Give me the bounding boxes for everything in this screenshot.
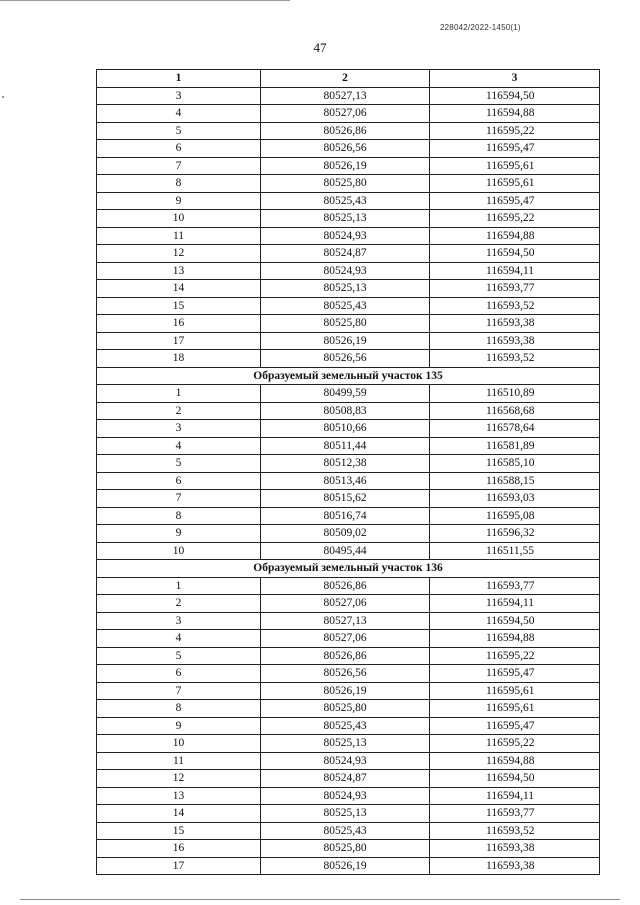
x-coordinate: 80524,87 xyxy=(261,245,430,263)
point-number: 6 xyxy=(97,665,261,683)
point-number: 10 xyxy=(97,210,261,228)
table-row xyxy=(97,857,600,875)
y-coordinate: 116594,88 xyxy=(430,227,600,245)
y-coordinate: 116593,77 xyxy=(430,280,600,298)
y-coordinate: 116593,52 xyxy=(430,822,600,840)
table-row xyxy=(97,420,600,438)
y-coordinate: 116594,11 xyxy=(430,262,600,280)
column-header-1: 1 xyxy=(97,70,261,88)
page-number: 47 xyxy=(313,40,327,55)
x-coordinate: 80526,19 xyxy=(261,332,430,350)
x-coordinate: 80524,87 xyxy=(261,770,430,788)
point-number: 4 xyxy=(97,437,261,455)
y-coordinate: 116593,03 xyxy=(430,490,600,508)
x-coordinate: 80524,93 xyxy=(261,752,430,770)
table-row xyxy=(97,297,600,315)
x-coordinate: 80516,74 xyxy=(261,507,430,525)
table-row xyxy=(97,122,600,140)
table-row xyxy=(97,787,600,805)
y-coordinate: 116595,61 xyxy=(430,157,600,175)
y-coordinate: 116595,22 xyxy=(430,647,600,665)
table-row xyxy=(97,192,600,210)
point-number: 3 xyxy=(97,87,261,105)
table-row xyxy=(97,717,600,735)
point-number: 8 xyxy=(97,507,261,525)
y-coordinate: 116593,38 xyxy=(430,332,600,350)
x-coordinate: 80526,19 xyxy=(261,857,430,875)
point-number: 1 xyxy=(97,577,261,595)
table-row xyxy=(97,350,600,368)
y-coordinate: 116568,68 xyxy=(430,402,600,420)
x-coordinate: 80511,44 xyxy=(261,437,430,455)
x-coordinate: 80526,86 xyxy=(261,577,430,595)
continued-rows xyxy=(97,87,600,367)
x-coordinate: 80526,86 xyxy=(261,122,430,140)
point-number: 8 xyxy=(97,700,261,718)
point-number: 14 xyxy=(97,805,261,823)
x-coordinate: 80525,13 xyxy=(261,210,430,228)
y-coordinate: 116593,38 xyxy=(430,857,600,875)
table-row xyxy=(97,105,600,123)
point-number: 12 xyxy=(97,770,261,788)
table-row xyxy=(97,577,600,595)
x-coordinate: 80525,43 xyxy=(261,717,430,735)
point-number: 17 xyxy=(97,857,261,875)
y-coordinate: 116595,61 xyxy=(430,682,600,700)
point-number: 4 xyxy=(97,105,261,123)
x-coordinate: 80525,13 xyxy=(261,280,430,298)
point-number: 12 xyxy=(97,245,261,263)
y-coordinate: 116593,77 xyxy=(430,805,600,823)
x-coordinate: 80525,80 xyxy=(261,315,430,333)
y-coordinate: 116585,10 xyxy=(430,455,600,473)
table-row xyxy=(97,472,600,490)
point-number: 2 xyxy=(97,595,261,613)
y-coordinate: 116578,64 xyxy=(430,420,600,438)
table-row xyxy=(97,665,600,683)
table-row xyxy=(97,280,600,298)
y-coordinate: 116594,50 xyxy=(430,245,600,263)
x-coordinate: 80512,38 xyxy=(261,455,430,473)
y-coordinate: 116595,22 xyxy=(430,735,600,753)
x-coordinate: 80526,56 xyxy=(261,665,430,683)
y-coordinate: 116511,55 xyxy=(430,542,600,560)
table-row xyxy=(97,542,600,560)
column-header-2: 2 xyxy=(261,70,430,88)
y-coordinate: 116594,50 xyxy=(430,87,600,105)
y-coordinate: 116595,61 xyxy=(430,175,600,193)
x-coordinate: 80527,06 xyxy=(261,630,430,648)
section-title-row xyxy=(97,560,600,578)
y-coordinate: 116595,47 xyxy=(430,192,600,210)
document-reference: 228042/2022-1450(1) xyxy=(440,23,521,32)
y-coordinate: 116588,15 xyxy=(430,472,600,490)
table-row xyxy=(97,752,600,770)
y-coordinate: 116594,88 xyxy=(430,105,600,123)
y-coordinate: 116594,50 xyxy=(430,770,600,788)
point-number: 7 xyxy=(97,490,261,508)
table-row xyxy=(97,227,600,245)
x-coordinate: 80527,13 xyxy=(261,87,430,105)
x-coordinate: 80510,66 xyxy=(261,420,430,438)
table-row xyxy=(97,315,600,333)
x-coordinate: 80525,43 xyxy=(261,192,430,210)
x-coordinate: 80527,06 xyxy=(261,105,430,123)
x-coordinate: 80524,93 xyxy=(261,787,430,805)
x-coordinate: 80509,02 xyxy=(261,525,430,543)
table-row xyxy=(97,525,600,543)
table-row xyxy=(97,87,600,105)
x-coordinate: 80527,13 xyxy=(261,612,430,630)
table-row xyxy=(97,805,600,823)
point-number: 9 xyxy=(97,525,261,543)
table-row xyxy=(97,735,600,753)
point-number: 13 xyxy=(97,787,261,805)
table-row xyxy=(97,770,600,788)
table-row xyxy=(97,385,600,403)
x-coordinate: 80513,46 xyxy=(261,472,430,490)
x-coordinate: 80525,13 xyxy=(261,735,430,753)
point-number: 9 xyxy=(97,717,261,735)
y-coordinate: 116594,11 xyxy=(430,787,600,805)
table-row xyxy=(97,157,600,175)
y-coordinate: 116594,11 xyxy=(430,595,600,613)
point-number: 11 xyxy=(97,752,261,770)
y-coordinate: 116594,88 xyxy=(430,630,600,648)
point-number: 8 xyxy=(97,175,261,193)
y-coordinate: 116593,52 xyxy=(430,350,600,368)
x-coordinate: 80525,80 xyxy=(261,175,430,193)
x-coordinate: 80525,13 xyxy=(261,805,430,823)
table-row xyxy=(97,822,600,840)
point-number: 16 xyxy=(97,840,261,858)
table-row xyxy=(97,507,600,525)
y-coordinate: 116581,89 xyxy=(430,437,600,455)
y-coordinate: 116595,22 xyxy=(430,210,600,228)
table-row xyxy=(97,612,600,630)
x-coordinate: 80525,80 xyxy=(261,700,430,718)
x-coordinate: 80524,93 xyxy=(261,227,430,245)
table-row xyxy=(97,630,600,648)
table-row xyxy=(97,682,600,700)
point-number: 3 xyxy=(97,420,261,438)
x-coordinate: 80525,80 xyxy=(261,840,430,858)
point-number: 15 xyxy=(97,822,261,840)
point-number: 10 xyxy=(97,542,261,560)
point-number: 11 xyxy=(97,227,261,245)
x-coordinate: 80526,19 xyxy=(261,157,430,175)
y-coordinate: 116594,88 xyxy=(430,752,600,770)
point-number: 7 xyxy=(97,682,261,700)
scan-mark xyxy=(2,96,4,98)
y-coordinate: 116595,22 xyxy=(430,122,600,140)
table-row xyxy=(97,245,600,263)
x-coordinate: 80526,19 xyxy=(261,682,430,700)
section-136-rows xyxy=(97,577,600,875)
table-row xyxy=(97,437,600,455)
y-coordinate: 116593,52 xyxy=(430,297,600,315)
point-number: 6 xyxy=(97,472,261,490)
table-row xyxy=(97,647,600,665)
table-row xyxy=(97,140,600,158)
point-number: 18 xyxy=(97,350,261,368)
point-number: 6 xyxy=(97,140,261,158)
point-number: 7 xyxy=(97,157,261,175)
table-row xyxy=(97,262,600,280)
x-coordinate: 80515,62 xyxy=(261,490,430,508)
y-coordinate: 116595,61 xyxy=(430,700,600,718)
section-135-title: Образуемый земельный участок 135 xyxy=(97,367,600,385)
y-coordinate: 116595,47 xyxy=(430,717,600,735)
table-row xyxy=(97,402,600,420)
table-header-row xyxy=(97,70,600,88)
column-header-3: 3 xyxy=(430,70,600,88)
table-row xyxy=(97,332,600,350)
table-row xyxy=(97,840,600,858)
coordinates-table xyxy=(96,69,600,875)
table-row xyxy=(97,700,600,718)
point-number: 4 xyxy=(97,630,261,648)
x-coordinate: 80527,06 xyxy=(261,595,430,613)
x-coordinate: 80526,56 xyxy=(261,140,430,158)
y-coordinate: 116595,47 xyxy=(430,140,600,158)
point-number: 5 xyxy=(97,647,261,665)
table-row xyxy=(97,455,600,473)
y-coordinate: 116596,32 xyxy=(430,525,600,543)
section-136-title: Образуемый земельный участок 136 xyxy=(97,560,600,578)
point-number: 15 xyxy=(97,297,261,315)
section-title-row xyxy=(97,367,600,385)
point-number: 2 xyxy=(97,402,261,420)
table-row xyxy=(97,595,600,613)
y-coordinate: 116593,38 xyxy=(430,840,600,858)
x-coordinate: 80495,44 xyxy=(261,542,430,560)
x-coordinate: 80499,59 xyxy=(261,385,430,403)
y-coordinate: 116593,77 xyxy=(430,577,600,595)
y-coordinate: 116595,08 xyxy=(430,507,600,525)
section-135-header xyxy=(97,367,600,385)
bottom-scan-line xyxy=(20,899,620,900)
point-number: 14 xyxy=(97,280,261,298)
point-number: 9 xyxy=(97,192,261,210)
point-number: 13 xyxy=(97,262,261,280)
x-coordinate: 80525,43 xyxy=(261,822,430,840)
x-coordinate: 80508,83 xyxy=(261,402,430,420)
y-coordinate: 116595,47 xyxy=(430,665,600,683)
y-coordinate: 116593,38 xyxy=(430,315,600,333)
point-number: 3 xyxy=(97,612,261,630)
table-row xyxy=(97,210,600,228)
point-number: 5 xyxy=(97,122,261,140)
point-number: 5 xyxy=(97,455,261,473)
point-number: 17 xyxy=(97,332,261,350)
x-coordinate: 80525,43 xyxy=(261,297,430,315)
point-number: 16 xyxy=(97,315,261,333)
point-number: 1 xyxy=(97,385,261,403)
top-scan-line xyxy=(0,0,290,1)
y-coordinate: 116594,50 xyxy=(430,612,600,630)
section-135-rows xyxy=(97,385,600,560)
table-row xyxy=(97,490,600,508)
x-coordinate: 80526,86 xyxy=(261,647,430,665)
point-number: 10 xyxy=(97,735,261,753)
table-row xyxy=(97,175,600,193)
x-coordinate: 80526,56 xyxy=(261,350,430,368)
section-136-header xyxy=(97,560,600,578)
x-coordinate: 80524,93 xyxy=(261,262,430,280)
y-coordinate: 116510,89 xyxy=(430,385,600,403)
